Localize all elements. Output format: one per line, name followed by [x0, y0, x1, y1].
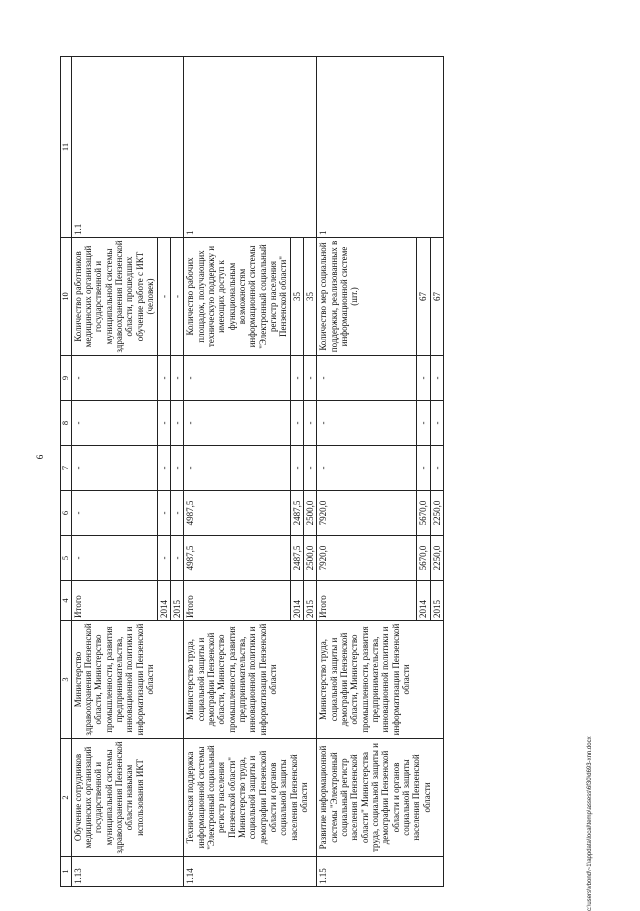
column-number: 2	[61, 739, 72, 857]
column-number-row	[61, 57, 72, 887]
total-funding-cell: 2487,5	[290, 536, 303, 581]
funding-cell: -	[417, 401, 430, 446]
footer-file-path: c:\users\vbond\~1\appdata\local\temp\assess\6f30\d693-xnn.docx	[587, 736, 593, 911]
regional-budget-cell: -	[170, 491, 183, 536]
funding-cell: -	[303, 356, 316, 401]
column-number: 8	[61, 401, 72, 446]
table-row	[317, 57, 417, 887]
indicator-value-cell: 35	[290, 238, 303, 356]
period-cell: 2015	[170, 581, 183, 621]
row-number-cell: 1.13	[71, 857, 183, 887]
funding-cell: -	[184, 401, 290, 446]
funding-cell: -	[303, 401, 316, 446]
funding-cell: -	[157, 356, 170, 401]
regional-budget-cell: 5670,0	[417, 491, 430, 536]
regional-budget-cell: 4987,5	[184, 491, 290, 536]
column-11-cell: 1	[184, 57, 317, 238]
regional-budget-cell: 7920,0	[317, 491, 417, 536]
regional-budget-cell: 2487,5	[290, 491, 303, 536]
regional-budget-cell: -	[71, 491, 157, 536]
funding-cell: -	[430, 356, 443, 401]
funding-cell: -	[184, 356, 290, 401]
row-number-cell: 1.15	[317, 857, 444, 887]
indicator-cell: Количество рабочих площадок, получающих техническую поддержку и имеющих доступ к функциональным возможностям информационной системы "Электронный социальный регистр населения Пензенской области"	[184, 238, 290, 356]
funding-cell: -	[430, 446, 443, 491]
column-number: 5	[61, 536, 72, 581]
period-cell: 2014	[157, 581, 170, 621]
executor-cell: Министерство труда, социальной защиты и демографии Пензенской области, Министерство промышленности, развития предпринимательства, инновационной политики и информатизации Пензенской области	[184, 621, 317, 739]
funding-cell: -	[170, 446, 183, 491]
column-number: 7	[61, 446, 72, 491]
funding-cell: -	[430, 401, 443, 446]
funding-cell: -	[317, 446, 417, 491]
total-funding-cell: 7920,0	[317, 536, 417, 581]
funding-cell: -	[303, 446, 316, 491]
funding-cell: -	[290, 446, 303, 491]
funding-cell: -	[317, 356, 417, 401]
regional-budget-cell: -	[157, 491, 170, 536]
funding-cell: -	[157, 446, 170, 491]
column-number: 6	[61, 491, 72, 536]
period-cell: Итого	[317, 581, 417, 621]
column-11-cell: 1	[317, 57, 444, 238]
period-cell: 2014	[290, 581, 303, 621]
period-cell: 2015	[430, 581, 443, 621]
executor-cell: Министерство труда, социальной защиты и демографии Пензенской области, Министерство промышленности, развития предпринимательства, инновационной политики и информатизации Пензенской области	[317, 621, 444, 739]
program-measures-table	[60, 56, 444, 887]
column-number: 3	[61, 621, 72, 739]
indicator-value-cell: -	[170, 238, 183, 356]
column-number: 11	[61, 57, 72, 238]
funding-cell: -	[71, 446, 157, 491]
total-funding-cell: -	[157, 536, 170, 581]
total-funding-cell: 4987,5	[184, 536, 290, 581]
period-cell: Итого	[71, 581, 157, 621]
column-11-cell: 1.1	[71, 57, 183, 238]
period-cell: 2014	[417, 581, 430, 621]
regional-budget-cell: 2500,0	[303, 491, 316, 536]
table-row	[184, 57, 290, 887]
indicator-cell: Количество мер социальной поддержки, реализованных в информационной системе (шт.)	[317, 238, 417, 356]
column-number: 4	[61, 581, 72, 621]
row-number-cell: 1.14	[184, 857, 317, 887]
event-name-cell: Техническая поддержка информационной системы "Электронный социальный регистр населения Пензенской области" Министерство труда, социальной защиты и демографии Пензенской области и органов социальной защиты населения Пензенской области	[184, 739, 317, 857]
funding-cell: -	[290, 356, 303, 401]
column-number: 10	[61, 238, 72, 356]
event-name-cell: Развитие информационной системы "Электронный социальный регистр населения Пензенской области" Министерства труда, социальной защиты и демографии Пензенской области и органов социальной защиты населения Пензенской области	[317, 739, 444, 857]
total-funding-cell: 2500,0	[303, 536, 316, 581]
column-number: 1	[61, 857, 72, 887]
rotated-table-wrapper	[60, 57, 620, 887]
funding-cell: -	[71, 401, 157, 446]
funding-cell: -	[170, 356, 183, 401]
indicator-cell: Количество работников медицинских организаций государственной и муниципальной системы здравоохранения Пензенской области, прошедших обучение работе с ИКТ (человек)	[71, 238, 157, 356]
total-funding-cell: 5670,0	[417, 536, 430, 581]
indicator-value-cell: 67	[430, 238, 443, 356]
indicator-value-cell: 67	[417, 238, 430, 356]
page-number: 6	[35, 454, 45, 460]
funding-cell: -	[417, 356, 430, 401]
funding-cell: -	[417, 446, 430, 491]
executor-cell: Министерство здравоохранения Пензенской области, Министерство промышленности, развития предпринимательства, инновационной политики и информатизации Пензенской области	[71, 621, 183, 739]
indicator-value-cell: -	[157, 238, 170, 356]
funding-cell: -	[157, 401, 170, 446]
funding-cell: -	[184, 446, 290, 491]
table-row	[71, 57, 157, 887]
event-name-cell: Обучение сотрудников медицинских организаций государственной и муниципальной системы здравоохранения Пензенской области навыкам использования ИКТ	[71, 739, 183, 857]
total-funding-cell: 2250,0	[430, 536, 443, 581]
regional-budget-cell: 2250,0	[430, 491, 443, 536]
funding-cell: -	[290, 401, 303, 446]
funding-cell: -	[170, 401, 183, 446]
indicator-value-cell: 35	[303, 238, 316, 356]
funding-cell: -	[317, 401, 417, 446]
total-funding-cell: -	[170, 536, 183, 581]
column-number: 9	[61, 356, 72, 401]
total-funding-cell: -	[71, 536, 157, 581]
period-cell: 2015	[303, 581, 316, 621]
funding-cell: -	[71, 356, 157, 401]
period-cell: Итого	[184, 581, 290, 621]
